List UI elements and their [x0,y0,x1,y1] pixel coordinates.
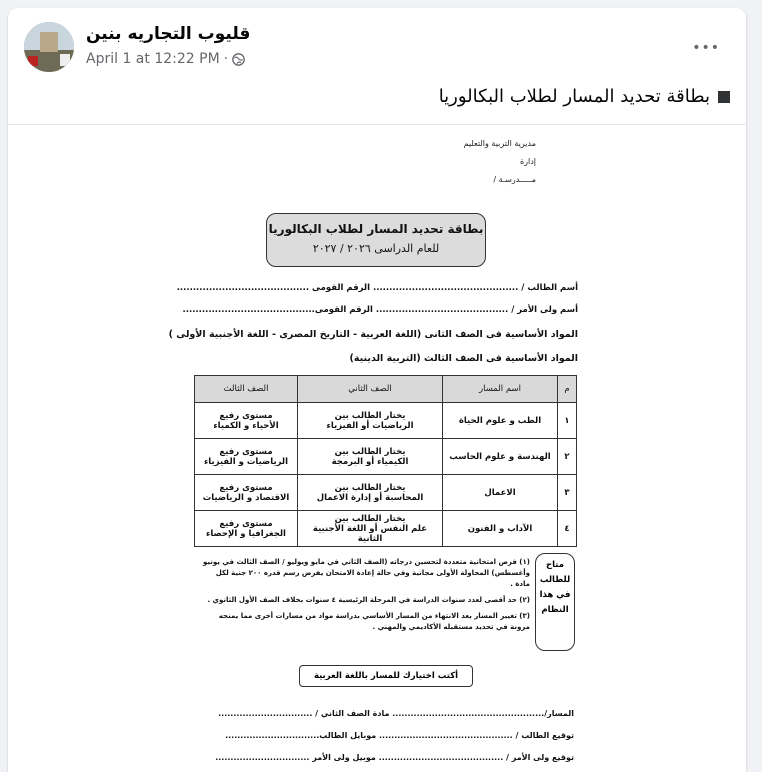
row-number: ١ [558,403,577,439]
subjects-line: المواد الأساسية فى الصف الثانى (اللغة العربية - التاريخ المصرى - اللغة الأجنبية الأولى ) [168,329,578,340]
subjects-line: المواد الأساسية فى الصف الثالث (التربية الدينية) [349,353,578,364]
cell-line: يختار الطالب بين [334,446,406,457]
third-year-cell [195,439,298,475]
table-row [195,511,577,547]
cell-line: الرياضيات أو الفيزياء [326,420,414,431]
guardian-line: أسم ولى الأمر / ......................................... الرقم القومى......................................... [182,305,578,315]
track-name: الطب و علوم الحياة [443,403,558,439]
second-year-cell [298,511,443,547]
table-header: اسم المسار [443,376,558,403]
row-number: ٢ [558,439,577,475]
cell-line: الكيمياء أو البرمجة [331,456,409,467]
document-title: بطاقة تحديد المسار لطلاب البكالوريا [268,222,484,236]
meta-separator: · [223,51,229,67]
third-year-cell [195,511,298,547]
table-header-row [195,376,577,403]
available-line: في هذا [539,590,571,600]
tracks-table [194,375,577,547]
track-name: الآداب و الفنون [443,511,558,547]
cell-line: يختار الطالب بين [334,513,406,524]
cell-line: الأحياء و الكمياء [213,420,279,431]
signature-line: توقيع ولى الأمر / ......................................... موبيل ولى الأمر ............................... [215,753,574,762]
choice-instruction: أكتب اختيارك للمسار باللغة العربية [299,665,473,687]
page-name[interactable]: قليوب التجاريه بنين [86,24,251,44]
academic-year: للعام الدراسى ٢٠٢٦ / ٢٠٢٧ [312,242,440,255]
available-line: للطالب [539,575,571,585]
more-options-button[interactable]: ••• [692,40,720,56]
cell-line: علم النفس أو اللغة الأجنبية الثانية [312,523,428,544]
cell-line: مستوى رفيع [219,518,273,529]
table-header: م [558,376,577,403]
table-row [195,403,577,439]
track-name: الاعمال [443,475,558,511]
black-square-icon [718,91,730,103]
caption-text: بطاقة تحديد المسار لطلاب البكالوريا [438,86,710,107]
table-header: الصف الثاني [298,376,443,403]
third-year-cell [195,475,298,511]
signature-line: المسار/.................................................. مادة الصف الثاني / ............................... [218,709,574,718]
track-name: الهندسة و علوم الحاسب [443,439,558,475]
second-year-cell [298,403,443,439]
row-number: ٣ [558,475,577,511]
student-line: أسم الطالب / ............................................. الرقم القومى ......................................... [176,283,578,293]
header-line: مديرية التربية والتعليم [463,139,536,148]
document-title-box [266,213,486,267]
cell-line: الجغرافيا و الإحصاء [206,528,286,539]
header-line: إدارة [519,157,536,166]
second-year-cell [298,439,443,475]
signature-line: توقيع الطالب / ............................................ موبايل الطالب............................... [225,731,574,740]
cell-line: يختار الطالب بين [334,410,406,421]
note-item: (٣) تغيير المسار بعد الانتهاء من المسار الأساسي بدراسة مواد من مسارات أخرى مما يمنحه مرونة في تحديد مستقبله الأكاديمي والمهني . [218,612,530,631]
available-line: متاح [545,560,565,570]
cell-line: مستوى رفيع [219,410,273,421]
table-row [195,439,577,475]
cell-line: الاقتصاد و الرياضيات [202,492,290,503]
available-line: النظام [541,605,569,615]
available-box [535,553,575,651]
table-row [195,475,577,511]
post-card [8,8,746,772]
notes-list [200,557,530,638]
post-meta [86,51,245,67]
second-year-cell [298,475,443,511]
cell-line: مستوى رفيع [219,446,273,457]
header-line: مـــــدرسـة / [493,175,536,184]
post-timestamp[interactable]: April 1 at 12:22 PM [86,51,220,67]
cell-line: يختار الطالب بين [334,482,406,493]
third-year-cell [195,403,298,439]
row-number: ٤ [558,511,577,547]
cell-line: الرياضيات و الفيزياء [203,456,289,467]
post-image[interactable] [8,124,746,772]
cell-line: مستوى رفيع [219,482,273,493]
cell-line: المحاسبة أو إدارة الاعمال [316,492,424,503]
note-item: (٢) حد أقصى لعدد سنوات الدراسة في المرحلة الرئيسية ٤ سنوات بخلاف الصف الأول الثانوي . [207,596,530,604]
note-item: (١) فرص امتحانية متعددة لتحسين درجاته (الصف الثاني في مايو ويوليو / الصف الثالث في يونيو وأغسطس) المحاولة الأولى مجانية وفي حالة إعادة الامتحان يفرض رسم قدره ٢٠٠ جنية لكل مادة . [203,558,530,588]
table-header: الصف الثالث [195,376,298,403]
post-caption [439,86,730,107]
page-avatar[interactable] [24,22,74,72]
globe-icon[interactable] [232,53,245,66]
